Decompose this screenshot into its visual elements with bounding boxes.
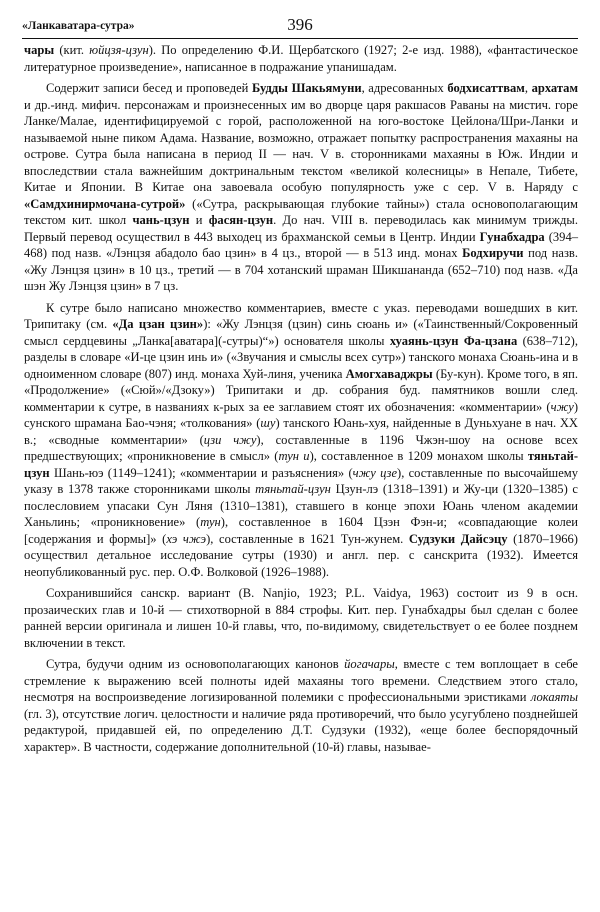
italic-term: хэ чжэ bbox=[166, 531, 207, 546]
bold-term: чань-цзун bbox=[132, 213, 190, 227]
text-run: Цзун-лэ (1318–1391) и Жу-ци (1320–1385) с послесловием упасаки Сун Ляня (1310–1381), ставшего в конце эпохи Юань членом академии Ханьлинь; «проникновение» ( bbox=[24, 482, 578, 529]
italic-term: тун bbox=[200, 515, 221, 529]
article-body bbox=[24, 42, 578, 760]
bold-term: «Да цзан цзин» bbox=[112, 317, 204, 331]
bold-term: тяньтай-цзун bbox=[24, 449, 579, 480]
bold-term: Амогхаваджры bbox=[345, 366, 433, 381]
text-run: (Бу-кун). Кроме того, в яп. «Продолжение» («Сюй»/«Дзоку») Трипитаки и др. собрания буд. памятников вошли след. комментарии к сутре, в названиях к-рых за ее заглавием стоят их обозначения: «комментарии» ( bbox=[24, 366, 578, 414]
bold-term: Будды Шакьямуни bbox=[252, 81, 362, 95]
text-run: («Сутра, раскрывающая глубокие тайны») стала основополагающим текстом кит. школ bbox=[24, 196, 578, 227]
text-run: Шань-юэ (1149–1241); «комментарии и разъяснения» ( bbox=[49, 465, 353, 480]
running-title: «Ланкаватара-сутра» bbox=[22, 20, 135, 32]
bold-term: хуаянь-цзун Фа-цзана bbox=[389, 333, 518, 348]
text-run: ), составленные в 1621 Тун-жунем. bbox=[206, 531, 409, 546]
text-run: и др.-инд. мифич. персонажам и произнесенных им во дворце царя ракшасов Раваны на мистич. горе Ланке/Малае, идентифицируемой с горой, расположенной на юго-востоке Цейлона/Шри-Ланки и называемой ныне пиком Адама. Название, возможно, отражает попытку распространения махаяны на острове. Сутра была написана в период II — нач. V в. сторонниками махаяны в Юж. Индии и впоследствии стала важнейшим доктринальным текстом «великой колесницы» в Непале, Тибете, Китае и Японии. В Китае она завоевала особую популярность уже с сер. V в. Наряду с bbox=[24, 97, 578, 194]
text-run: ), составленные по высочайшему указу в 1378 также сторонниками школы bbox=[24, 465, 578, 496]
paragraph bbox=[24, 300, 578, 581]
italic-term: юйцзя-цзун bbox=[89, 43, 149, 57]
italic-term: цзи чжу bbox=[203, 432, 257, 447]
bold-term: Гунабхадра bbox=[479, 229, 545, 244]
paragraph bbox=[24, 80, 578, 295]
text-run: К сутре было написано множество комментариев, вместе с указ. переводами вошедших в кит. Трипитаку (см. bbox=[24, 300, 578, 331]
text-run: под назв. «Жу Лэнцзя цзин» в 10 цз., третий — в 704 хотанский шраман Шикшананда (652–710) под назв. «Да шэн Жу Лэнцзя цзин» в 7 цз. bbox=[24, 246, 578, 293]
page-number: 396 bbox=[287, 15, 313, 34]
italic-term: чжу bbox=[550, 399, 574, 414]
italic-term: йогачары bbox=[344, 657, 395, 671]
text-run: (394–468) под назв. «Лэнцзя абадоло бао цзин» в 4 цз., второй — в 513 инд. монах bbox=[24, 229, 578, 260]
text-run: ), составленное в 1604 Цзэн Фэн-и; «совпадающие колеи [содержания и формы]» ( bbox=[24, 515, 578, 546]
paragraph bbox=[24, 42, 578, 75]
italic-term: тяньтай-цзун bbox=[255, 482, 331, 496]
bold-term: фасян-цзун bbox=[208, 213, 274, 227]
text-run: Сутра, будучи одним из основополагающих канонов bbox=[46, 657, 345, 671]
text-run: (638–712), разделы в словаре «И-це цзин инь и» («Звучания и смыслы всех сутр») танского монаха Сюань-ина и в одноименном словаре (807) инд. монаха Хуй-линя, ученика bbox=[24, 333, 578, 381]
text-run: ) сунского шрамана Бао-чэня; «толкования» ( bbox=[24, 399, 578, 430]
italic-term: тун и bbox=[278, 449, 310, 463]
text-run: Содержит записи бесед и проповедей bbox=[46, 81, 252, 95]
text-run: ): «Жу Лэнцзя (цзин) синь сюань и» («Таинственный/Сокровенный смысл сердцевины „Ланка[аватара](-сутры)“») основателя школы bbox=[24, 317, 578, 348]
bold-term: «Самдхинирмочана-сутрой» bbox=[24, 196, 186, 211]
text-run: ), составленные в 1196 Чжэн-шоу на основе всех предшествующих; «проникновение в смысл» ( bbox=[24, 432, 578, 463]
bold-term: бодхисаттвам bbox=[447, 81, 525, 95]
paragraph bbox=[24, 585, 578, 651]
text-run: ). По определению Ф.И. Щербатского (1927; 2-е изд. 1988), «фантастическое литературное произведение», написанное в подражание упанишадам. bbox=[24, 43, 578, 74]
bold-term: архатам bbox=[531, 81, 579, 95]
text-run: ), составленное в 1209 монахом школы bbox=[309, 449, 528, 463]
italic-term: шу bbox=[260, 416, 276, 430]
paragraph bbox=[24, 656, 578, 755]
text-run: , bbox=[524, 81, 532, 95]
text-run: Сохранившийся санскр. вариант (B. Nanjio, 1923; P.L. Vaidya, 1963) состоит из 9 в осн. прозаических глав и 10-й — стихотворной в 884 строфы. Кит. пер. Гунабхадры был сделан с более ранней версии оригинала и лишен 10-й главы, что, по-видимому, свидетельствует о ее более позднем включении в текст. bbox=[24, 586, 578, 650]
page-header bbox=[22, 14, 578, 39]
text-run: . До нач. VIII в. переводилась как минимум трижды. Первый перевод осуществил в 443 выходец из брахманской семьи в Центр. Индии bbox=[24, 213, 578, 244]
text-run: , адресованных bbox=[361, 81, 448, 95]
text-run: (гл. 3), отсутствие логич. целостности и наличие ряда противоречий, что было усугублено позднейшей редактурой, придавшей ей, по определению Д.Т. Судзуки (1932), «еще более беспорядочный характер». В частности, содержание дополнительной (10-й) главы, называе- bbox=[24, 706, 578, 754]
text-run: , вместе с тем воплощает в себе стремление к выражению всей полноты идей махаяны того времени. Следствием этого стало, несмотря на воспроизведение логизированной полемики с профессиональными эристиками bbox=[24, 657, 578, 704]
text-run: и bbox=[189, 213, 209, 227]
text-run: ) танского Юань-хуя, найденные в Дуньхуане в нач. XX в.; «сводные комментарии» ( bbox=[24, 416, 578, 447]
italic-term: локаяты bbox=[530, 690, 578, 704]
bold-term: Бодхиручи bbox=[462, 246, 524, 260]
text-run: (1870–1966) осуществил детальное исследование сутры (1930) и англ. пер. с санскрита (1932). Имеется неопубликованный рус. пер. О.Ф. Волковой (1926–1988). bbox=[24, 531, 578, 579]
italic-term: чжу цзе bbox=[352, 465, 398, 480]
bold-term: Судзуки Дайсэцу bbox=[408, 531, 508, 546]
bold-term: чары bbox=[24, 43, 55, 57]
text-run: (кит. bbox=[54, 43, 90, 57]
